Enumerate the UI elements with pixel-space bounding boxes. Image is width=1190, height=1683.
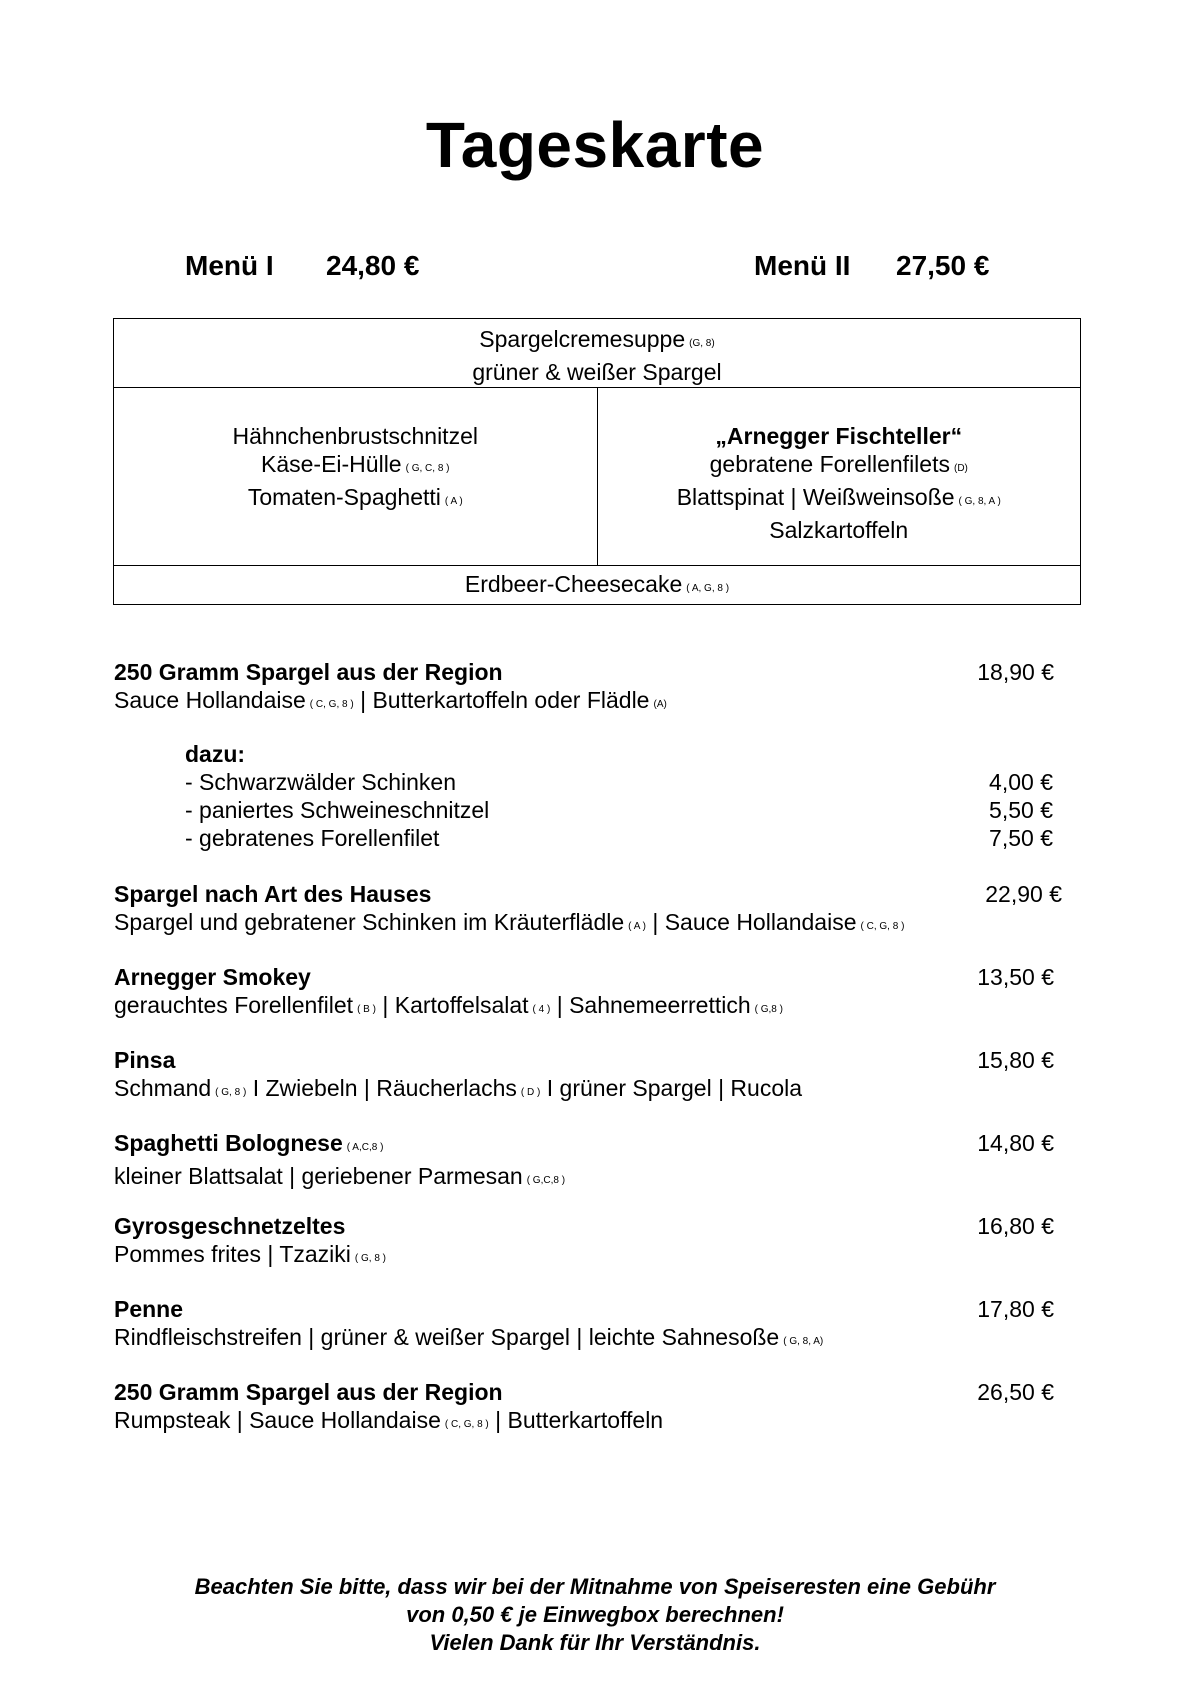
allergen-note: ( G, 8, A ): [958, 496, 1001, 507]
item-price: 14,80 €: [977, 1130, 1054, 1156]
desc-part: I Zwiebeln | Räucherlachs: [252, 1075, 517, 1101]
item-price: 16,80 €: [977, 1213, 1054, 1239]
item-name: Gyrosgeschnetzeltes: [114, 1213, 346, 1239]
menu-item: [114, 1378, 1054, 1439]
extra-label: - paniertes Schweineschnitzel: [185, 797, 490, 823]
menu-2-price: 27,50 €: [896, 250, 990, 281]
allergen-note: ( G,8 ): [754, 1004, 783, 1015]
menu-2-main-cell: [597, 388, 1081, 566]
menu-2-line: Salzkartoffeln: [769, 517, 909, 543]
allergen-note: ( G, C, 8 ): [405, 463, 450, 474]
item-price: 17,80 €: [977, 1296, 1054, 1322]
menu-item: [114, 1046, 1054, 1107]
menu-item: [114, 963, 1054, 1024]
extra-item: [185, 824, 1053, 852]
extra-price: 7,50 €: [989, 825, 1053, 851]
item-name: 250 Gramm Spargel aus der Region: [114, 1379, 503, 1405]
item-description: [114, 1240, 1054, 1273]
item-name-allergens: ( A,C,8 ): [346, 1142, 384, 1153]
soup-description: grüner & weißer Spargel: [472, 359, 722, 385]
extra-item: [185, 796, 1053, 824]
page-title: Tageskarte: [425, 109, 765, 181]
allergen-note: ( G, 8 ): [354, 1253, 386, 1264]
item-price: 26,50 €: [977, 1379, 1054, 1405]
item-description: [114, 686, 1054, 719]
desc-part: Rumpsteak | Sauce Hollandaise: [114, 1407, 441, 1433]
menu-item: [114, 1295, 1054, 1356]
menu-1-label: Menü I: [185, 250, 274, 281]
desc-part: Pommes frites | Tzaziki: [114, 1241, 351, 1267]
desc-part: Schmand: [114, 1075, 212, 1101]
desc-part: Spargel und gebratener Schinken im Kräuterflädle: [114, 909, 625, 935]
desc-part: | Sahnemeerrettich: [556, 992, 751, 1018]
footer-line: von 0,50 € je Einwegbox berechnen!: [406, 1602, 784, 1627]
allergen-note: ( G,C,8 ): [526, 1175, 566, 1186]
allergen-note: ( G, 8 ): [215, 1087, 247, 1098]
allergen-note: ( 4 ): [532, 1004, 551, 1015]
item-price: 22,90 €: [985, 881, 1062, 907]
item-description: [114, 1074, 1054, 1107]
item-name: Spargel nach Art des Hauses: [114, 881, 432, 907]
menu-item: [114, 880, 1062, 941]
allergen-note: ( C, G, 8 ): [444, 1419, 489, 1430]
item-description: [114, 1323, 1054, 1356]
item-name: Arnegger Smokey: [114, 964, 311, 990]
allergen-note: ( A ): [444, 496, 463, 507]
item-name: 250 Gramm Spargel aus der Region: [114, 659, 503, 685]
dessert-name: Erdbeer-Cheesecake: [464, 571, 683, 597]
allergen-note: ( D ): [520, 1087, 541, 1098]
menu-item: [114, 1212, 1054, 1273]
allergen-note: (D): [953, 463, 968, 474]
item-name: Spaghetti Bolognese: [114, 1130, 343, 1156]
extra-price: 5,50 €: [989, 797, 1053, 823]
extra-label: - gebratenes Forellenfilet: [185, 825, 440, 851]
item-name: Penne: [114, 1296, 184, 1322]
allergen-note: (A): [653, 699, 667, 710]
desc-part: | Kartoffelsalat: [382, 992, 529, 1018]
desc-part: kleiner Blattsalat | geriebener Parmesan: [114, 1163, 523, 1189]
item-price: 13,50 €: [977, 964, 1054, 990]
desc-part: | Sauce Hollandaise: [652, 909, 857, 935]
desc-part: Rindfleischstreifen | grüner & weißer Spargel | leichte Sahnesoße: [114, 1324, 780, 1350]
dessert-allergens: ( A, G, 8 ): [686, 583, 730, 594]
menu-2-label: Menü II: [754, 250, 851, 281]
item-description: [114, 1162, 1054, 1195]
soup-name: Spargelcremesuppe: [479, 326, 686, 352]
soup-allergens: (G, 8): [689, 338, 715, 349]
desc-part: Sauce Hollandaise: [114, 687, 306, 713]
menu-table: [113, 318, 1081, 605]
extras-heading: dazu:: [185, 741, 246, 767]
menu-item: [114, 1129, 1054, 1195]
menu-2-line: Blattspinat | Weißweinsoße: [676, 484, 955, 510]
desc-part: gerauchtes Forellenfilet: [114, 992, 354, 1018]
extras-list: [185, 740, 1053, 852]
menu-1-line: Tomaten-Spaghetti: [247, 484, 441, 510]
item-price: 18,90 €: [977, 659, 1054, 685]
footer-note: [0, 1573, 1190, 1657]
footer-line: Beachten Sie bitte, dass wir bei der Mitnahme von Speiseresten eine Gebühr: [194, 1574, 996, 1599]
menu-1-price: 24,80 €: [326, 250, 420, 281]
extra-price: 4,00 €: [989, 769, 1053, 795]
item-description: [114, 991, 1054, 1024]
menu-2-line: gebratene Forellenfilets: [709, 451, 950, 477]
menu-item: [114, 658, 1054, 719]
desc-part: | Butterkartoffeln: [495, 1407, 664, 1433]
allergen-note: ( C, G, 8 ): [860, 921, 905, 932]
extra-label: - Schwarzwälder Schinken: [185, 769, 457, 795]
menu-2-dish-title: „Arnegger Fischteller“: [715, 423, 963, 449]
dessert-cell: [114, 566, 1081, 605]
allergen-note: ( B ): [357, 1004, 376, 1015]
extra-item: [185, 768, 1053, 796]
soup-cell: [114, 319, 1081, 388]
menu-1-main-cell: [114, 388, 598, 566]
menu-1-line: Hähnchenbrustschnitzel: [232, 423, 478, 449]
item-price: 15,80 €: [977, 1047, 1054, 1073]
desc-part: I grüner Spargel | Rucola: [546, 1075, 803, 1101]
allergen-note: ( A ): [628, 921, 646, 932]
allergen-note: ( C, G, 8 ): [309, 699, 354, 710]
desc-part: | Butterkartoffeln oder Flädle: [360, 687, 650, 713]
item-description: [114, 1406, 1054, 1439]
item-name: Pinsa: [114, 1047, 176, 1073]
footer-line: Vielen Dank für Ihr Verständnis.: [429, 1630, 761, 1655]
item-description: [114, 908, 1062, 941]
menu-1-line: Käse-Ei-Hülle: [260, 451, 402, 477]
allergen-note: ( G, 8, A): [783, 1336, 824, 1347]
